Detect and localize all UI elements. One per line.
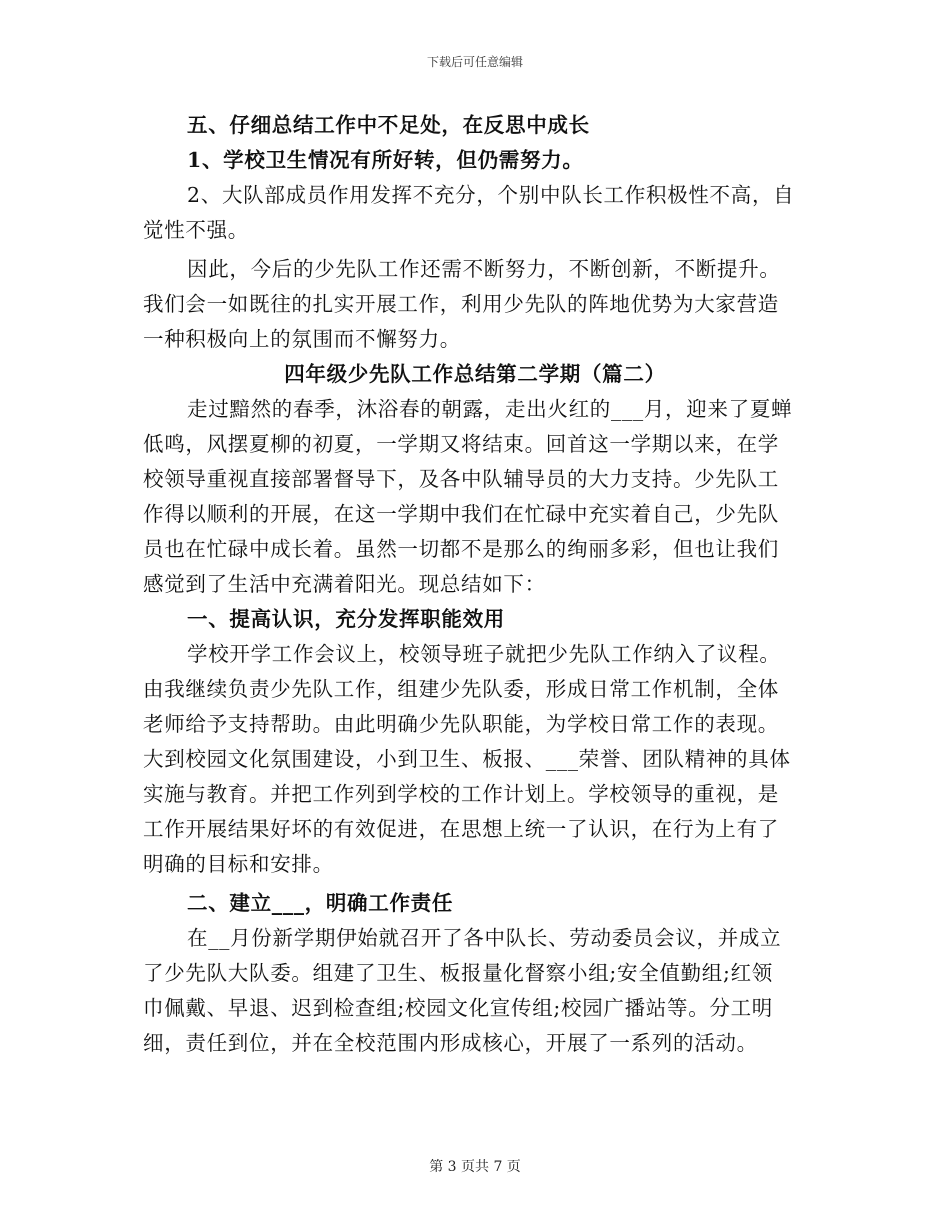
- paragraph-line: 学校开学工作会议上，校领导班子就把少先队工作纳入了议程。: [187, 642, 781, 666]
- page-header: 下载后可任意编辑: [426, 55, 523, 69]
- paragraph-line: 因此，今后的少先队工作还需不断努力，不断创新，不断提升。: [187, 257, 781, 281]
- article-title: 四年级少先队工作总结第二学期（篇二）: [284, 362, 666, 386]
- paragraph-line: 我们会一如既往的扎实开展工作，利用少先队的阵地优势为大家营造: [143, 292, 779, 316]
- paragraph-line: 走过黯然的春季，沐浴春的朝露，走出火红的___月，迎来了夏蝉: [187, 397, 793, 421]
- subheading: 1、学校卫生情况有所好转，但仍需努力。: [187, 148, 584, 172]
- section-heading: 一、提高认识，充分发挥职能效用: [187, 607, 505, 631]
- document-body: [143, 108, 807, 1061]
- paragraph-line: 工作开展结果好坏的有效促进，在思想上统一了认识，在行为上有了: [143, 817, 779, 841]
- paragraph-line: 低鸣，风摆夏柳的初夏，一学期又将结束。回首这一学期以来，在学: [143, 432, 779, 456]
- paragraph-line: 细，责任到位，并在全校范围内形成核心，开展了一系列的活动。: [143, 1031, 758, 1055]
- page-number: 第 3 页共 7 页: [429, 1159, 521, 1175]
- section-heading: 二、建立___，明确工作责任: [187, 891, 454, 915]
- paragraph-line: 由我继续负责少先队工作，组建少先队委，形成日常工作机制，全体: [143, 677, 779, 701]
- paragraph-line: 校领导重视直接部署督导下，及各中队辅导员的大力支持。少先队工: [143, 467, 779, 491]
- paragraph-line: 老师给予支持帮助。由此明确少先队职能，为学校日常工作的表现。: [143, 712, 779, 736]
- paragraph-line: 觉性不强。: [143, 218, 249, 242]
- paragraph-line: 大到校园文化氛围建设，小到卫生、板报、___荣誉、团队精神的具体: [143, 747, 791, 771]
- paragraph-line: 巾佩戴、早退、迟到检查组;校园文化宣传组;校园广播站等。分工明: [143, 996, 774, 1020]
- paragraph-line: 作得以顺利的开展，在这一学期中我们在忙碌中充实着自己，少先队: [143, 502, 779, 526]
- paragraph-line: 员也在忙碌中成长着。虽然一切都不是那么的绚丽多彩，但也让我们: [143, 537, 779, 561]
- paragraph-line: 实施与教育。并把工作列到学校的工作计划上。学校领导的重视，是: [143, 782, 779, 806]
- paragraph-line: 一种积极向上的氛围而不懈努力。: [143, 327, 461, 351]
- paragraph-line: 感觉到了生活中充满着阳光。现总结如下：: [143, 572, 546, 596]
- section-heading: 五、仔细总结工作中不足处，在反思中成长: [187, 113, 590, 137]
- paragraph-line: 明确的目标和安排。: [143, 852, 334, 876]
- paragraph-line: 在__月份新学期伊始就召开了各中队长、劳动委员会议，并成立: [187, 926, 782, 950]
- paragraph-line: 2、大队部成员作用发挥不充分，个别中队长工作积极性不高，自: [187, 183, 795, 207]
- paragraph-line: 了少先队大队委。组建了卫生、板报量化督察小组;安全值勤组;红领: [143, 961, 774, 985]
